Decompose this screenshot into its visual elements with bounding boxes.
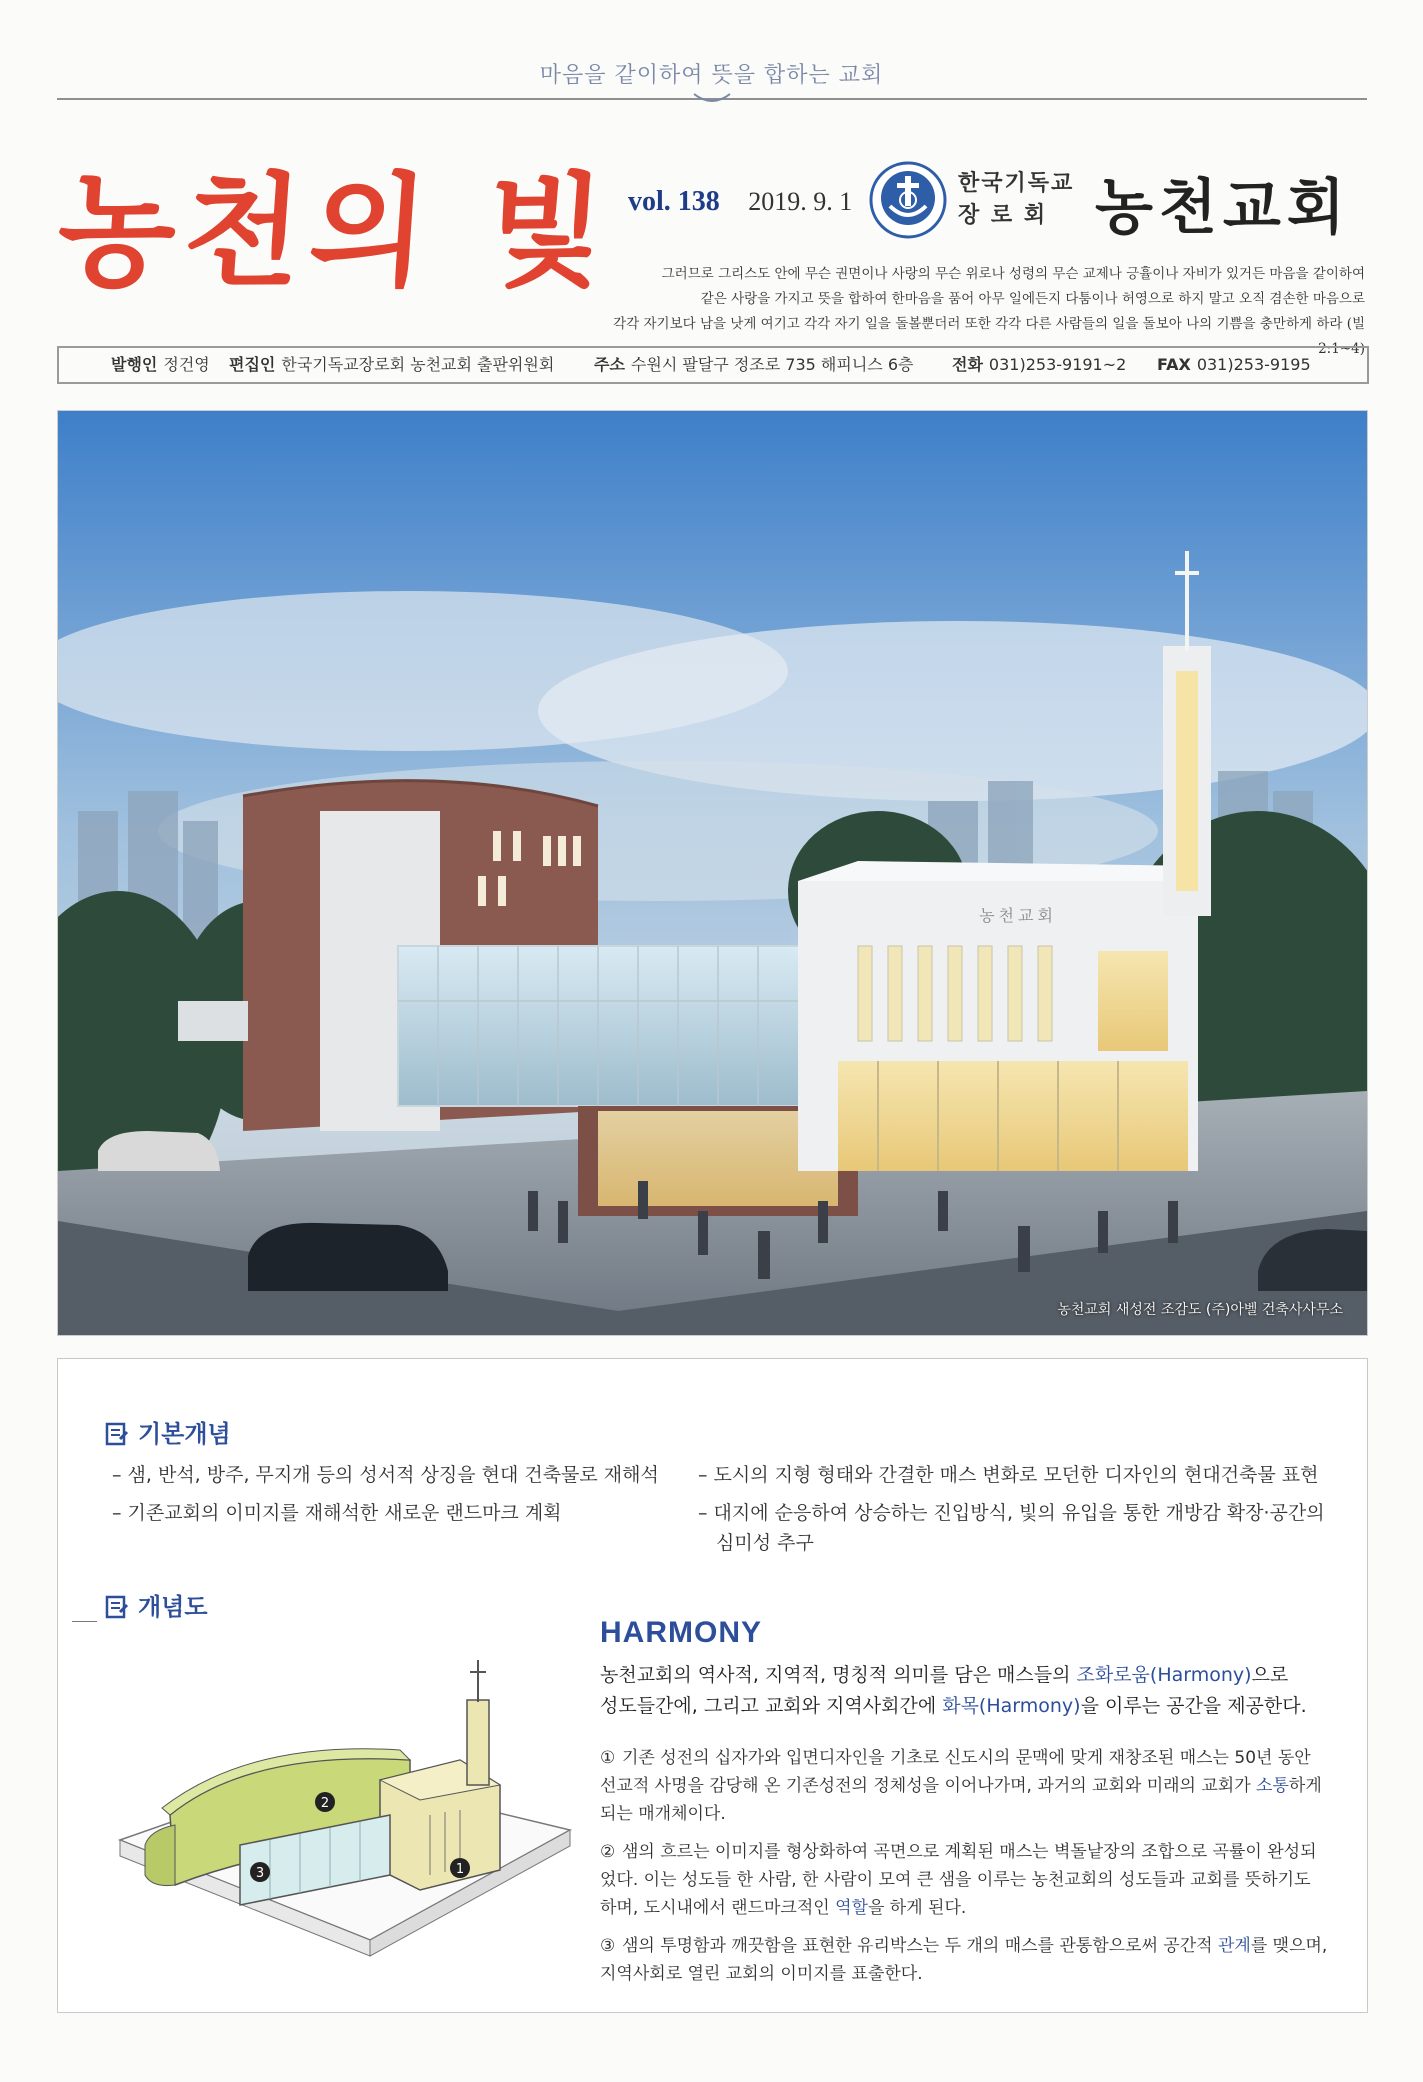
concept-item: – 도시의 지형 형태와 간결한 매스 변화로 모던한 디자인의 현대건축물 표현 [698,1464,1319,1486]
verse-line: 그러므로 그리스도 안에 무슨 권면이나 사랑의 무슨 위로나 성령의 무슨 교제나 긍휼이나 자비가 있거든 마음을 같이하여 [661,266,1365,282]
diagram-marker [450,1858,470,1878]
document-icon [104,1594,130,1620]
publication-info [57,346,1369,384]
address: 주소 수원시 팔달구 정조로 735 해피니스 6층 [594,355,914,374]
harmony-point-1: ① 기존 성전의 십자가와 입면디자인을 기초로 신도시의 문맥에 맞게 재창조된 매스는 50년 동안 선교적 사명을 감당해 온 기존성전의 정체성을 이어나가며, 과거의 교회와 미래의 교회가 소통하게 되는 매개체이다. [600,1748,1322,1824]
harmony-point-3: ③ 샘의 투명함과 깨끗함을 표현한 유리박스는 두 개의 매스를 관통함으로써 공간적 관계를 맺으며, 지역사회로 열린 교회의 이미지를 표출한다. [600,1936,1328,1984]
svg-text:2: 2 [320,1796,330,1811]
harmony-intro: 농천교회의 역사적, 지역적, 명칭적 의미를 담은 매스들의 조화로움(Harmony)으로 성도들간에, 그리고 교회와 지역사회간에 화목(Harmony)을 이루는 공간을 제공한다. [600,1664,1307,1717]
phone: 전화 031)253-9191~2 [952,355,1127,374]
concept-item: – 샘, 반석, 방주, 무지개 등의 성서적 상징을 현대 건축물로 재해석 [112,1464,659,1486]
svg-text:1: 1 [455,1862,465,1877]
concept-item: – 기존교회의 이미지를 재해석한 새로운 랜드마크 계획 [112,1502,562,1524]
church-logo-icon [868,160,948,240]
denomination-line-1: 한국기독교 [958,170,1075,196]
diagram-marker [250,1862,270,1882]
rendering-sign: 농천교회 [979,906,1057,925]
masthead-title: 농천의 빛 [52,159,617,303]
issue-info [628,186,852,218]
church-name: 농천교회 [1095,173,1351,243]
denomination-line-2: 장 로 회 [958,202,1048,228]
svg-text:3: 3 [255,1866,265,1881]
denomination [958,167,1078,231]
concept-item-continued: 심미성 추구 [716,1532,814,1554]
church-rendering-image [57,410,1368,1336]
concept-diagram [100,1640,580,1970]
ornament-icon [692,92,732,104]
issue-date: 2019. 9. 1 [748,187,853,216]
issue-volume: vol. 138 [628,186,720,217]
verse-line: 각각 자기보다 남을 낫게 여기고 각각 자기 일을 돌볼뿐더러 또한 각각 다른 사람들의 일을 돌보아 나의 기쁨을 충만하게 하라 (빌2:1~4) [613,316,1365,357]
divider [72,1621,97,1622]
fax: FAX 031)253-9195 [1157,355,1311,374]
diagram-marker [315,1792,335,1812]
publisher: 발행인 정건영 [111,355,210,374]
document-icon [104,1421,130,1447]
harmony-title: HARMONY [600,1616,762,1649]
photo-caption: 농천교회 새성전 조감도 (주)아벨 건축사사무소 [1057,1302,1343,1318]
basic-concept-heading: 기본개념 [104,1414,231,1449]
diagram-heading: 개념도 [104,1587,208,1622]
header-rule [57,98,1367,100]
concept-item: – 대지에 순응하여 상승하는 진입방식, 빛의 유입을 통한 개방감 확장·공간의 [698,1502,1325,1524]
harmony-point-2: ② 샘의 흐르는 이미지를 형상화하여 곡면으로 계획된 매스는 벽돌낱장의 조합으로 곡률이 완성되었다. 이는 성도들 한 사람, 한 사람이 모여 큰 샘을 이루는 농천교회의 성도들과 교회를 뜻하기도 하며, 도시내에서 랜드마크적인 역할을 하게 된다. [600,1842,1317,1918]
tagline: 마음을 같이하여 뜻을 합하는 교회 [539,63,884,88]
verse-line: 같은 사랑을 가지고 뜻을 합하여 한마음을 품어 아무 일에든지 다툼이나 허영으로 하지 말고 오직 겸손한 마음으로 [700,291,1365,307]
editor: 편집인 한국기독교장로회 농천교회 출판위원회 [229,355,555,374]
